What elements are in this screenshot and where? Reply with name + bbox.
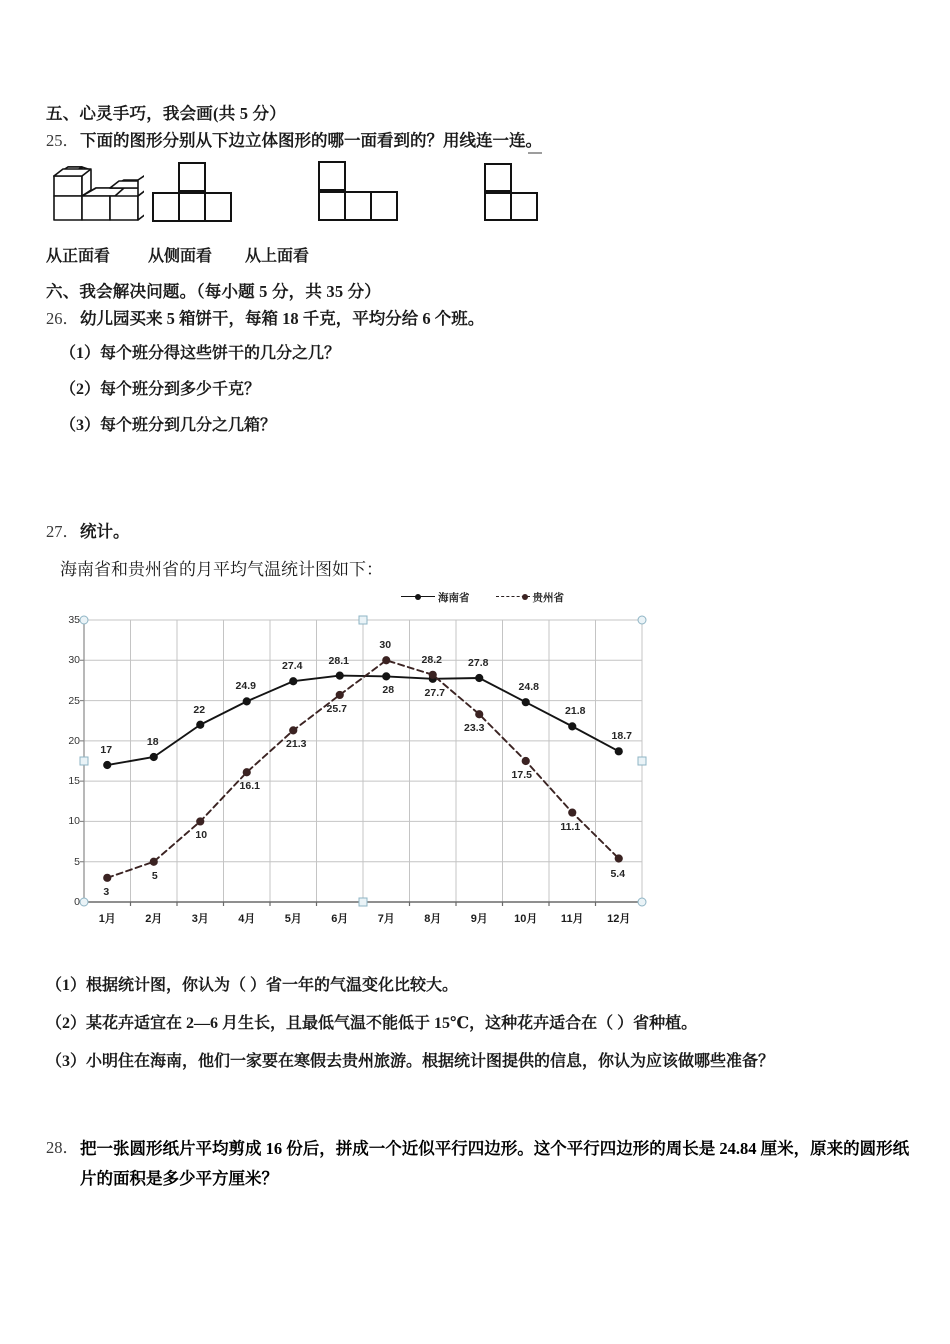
legend-swatch-solid	[401, 592, 435, 602]
x-tick-1: 1月	[98, 913, 116, 925]
t-shape-figure	[152, 162, 232, 224]
data-label-guizhou-3: 10	[195, 829, 208, 842]
data-label-hainan-6: 28.1	[328, 654, 349, 667]
q27-number: 27．	[46, 522, 79, 541]
q25-figure-row	[0, 158, 950, 258]
data-label-guizhou-1: 3	[103, 885, 110, 898]
x-tick-11: 11月	[560, 913, 584, 925]
y-tick-10: 10	[68, 815, 80, 828]
data-label-hainan-11: 21.8	[565, 705, 586, 718]
data-label-hainan-4: 24.9	[235, 680, 256, 693]
q27-sub-2: （2）某花卉适宜在 2—6 月生长，且最低气温不能低于 15℃，这种花卉适合在（ ）省种植。	[46, 1015, 698, 1032]
data-label-hainan-10: 24.8	[518, 681, 539, 694]
legend-item-guizhou	[496, 590, 565, 605]
small-l-shape-figure	[484, 163, 538, 223]
section-six-heading: 六、我会解决问题。（每小题 5 分，共 35 分）	[46, 282, 381, 301]
isometric-solid-figure	[48, 160, 144, 226]
data-label-guizhou-4: 16.1	[239, 780, 260, 793]
x-tick-6: 6月	[331, 913, 349, 925]
q27-sub-3: （3）小明住在海南，他们一家要在寒假去贵州旅游。根据统计图提供的信息，你认为应该做哪些准备？	[46, 1053, 775, 1070]
x-tick-4: 4月	[238, 913, 256, 925]
q25-number: 25．	[46, 131, 79, 150]
temperature-line-chart[interactable]	[46, 578, 652, 936]
data-label-hainan-3: 22	[193, 703, 206, 716]
view-label-top: 从上面看	[245, 248, 310, 265]
q26-text: 幼儿园买来 5 箱饼干，每箱 18 千克，平均分给 6 个班。	[80, 309, 485, 328]
x-tick-12: 12月	[607, 913, 631, 925]
q28-text: 把一张圆形纸片平均剪成 16 份后，拼成一个近似平行四边形。这个平行四边形的周长是 24.84 厘米，原来的圆形纸片的面积是多少平方厘米？	[80, 1139, 910, 1188]
data-label-guizhou-12: 5.4	[610, 868, 626, 881]
y-tick-15: 15	[68, 775, 80, 788]
data-label-hainan-7: 28	[382, 684, 395, 697]
q25-text: 下面的图形分别从下边立体图形的哪一面看到的？用线连一连。	[80, 131, 542, 150]
data-label-guizhou-7: 30	[379, 639, 392, 652]
handle-bottom-left[interactable]	[80, 898, 89, 907]
data-label-hainan-9: 27.8	[468, 657, 489, 669]
data-label-hainan-12: 18.7	[611, 730, 632, 743]
x-tick-2: 2月	[145, 913, 163, 925]
y-tick-5: 5	[74, 855, 80, 868]
q26-sub-2: （2）每个班分到多少千克？	[60, 381, 261, 398]
x-tick-3: 3月	[191, 913, 209, 925]
data-label-hainan-2: 18	[146, 735, 159, 748]
handle-middle-right[interactable]	[638, 757, 647, 766]
handle-middle-left[interactable]	[80, 757, 89, 766]
data-label-hainan-1: 17	[100, 744, 113, 757]
x-tick-7: 7月	[377, 913, 395, 925]
q27-chart-caption: 海南省和贵州省的月平均气温统计图如下：	[60, 560, 383, 579]
section-five-heading: 五、心灵手巧，我会画(共 5 分）	[46, 104, 286, 123]
chart-svg	[46, 608, 652, 936]
data-label-guizhou-8: 28.2	[421, 653, 442, 666]
data-label-guizhou-6: 25.7	[326, 702, 347, 715]
y-tick-25: 25	[68, 694, 80, 707]
view-label-side: 从侧面看	[148, 248, 213, 265]
data-label-guizhou-2: 5	[151, 869, 158, 882]
y-tick-35: 35	[68, 614, 80, 626]
data-label-hainan-8: 27.7	[424, 686, 445, 699]
x-tick-9: 9月	[470, 913, 488, 925]
q26-number: 26．	[46, 309, 79, 328]
chart-legend	[401, 587, 564, 607]
q28-number: 28．	[46, 1138, 79, 1157]
chart-plot-area	[46, 608, 652, 936]
legend-item-hainan	[401, 590, 470, 605]
y-tick-30: 30	[68, 654, 80, 667]
l-shape-figure	[318, 161, 398, 223]
handle-bottom-right[interactable]	[638, 898, 647, 907]
handle-bottom-center[interactable]	[359, 898, 368, 907]
legend-label-hainan: 海南省	[438, 591, 470, 604]
data-label-guizhou-11: 11.1	[560, 820, 581, 833]
data-label-hainan-5: 27.4	[282, 660, 303, 673]
data-label-guizhou-5: 21.3	[286, 738, 307, 751]
y-tick-0: 0	[74, 896, 80, 908]
data-label-guizhou-10: 17.5	[511, 769, 532, 781]
view-label-front: 从正面看	[46, 248, 111, 265]
stray-mark	[528, 152, 542, 154]
legend-swatch-dashed	[496, 592, 530, 602]
x-tick-10: 10月	[514, 913, 538, 925]
q26-sub-1: （1）每个班分得这些饼干的几分之几？	[60, 345, 341, 362]
handle-top-left[interactable]	[80, 616, 89, 625]
handle-top-center[interactable]	[359, 616, 368, 625]
q26-sub-3: （3）每个班分到几分之几箱？	[60, 417, 277, 434]
data-label-guizhou-9: 23.3	[464, 722, 485, 735]
x-tick-5: 5月	[284, 913, 302, 925]
x-tick-8: 8月	[424, 913, 442, 925]
q27-text: 统计。	[80, 522, 130, 541]
q27-sub-1: （1）根据统计图，你认为（ ）省一年的气温变化比较大。	[46, 977, 459, 994]
y-tick-20: 20	[68, 734, 80, 747]
handle-top-right[interactable]	[638, 616, 647, 625]
legend-label-guizhou: 贵州省	[532, 591, 564, 604]
